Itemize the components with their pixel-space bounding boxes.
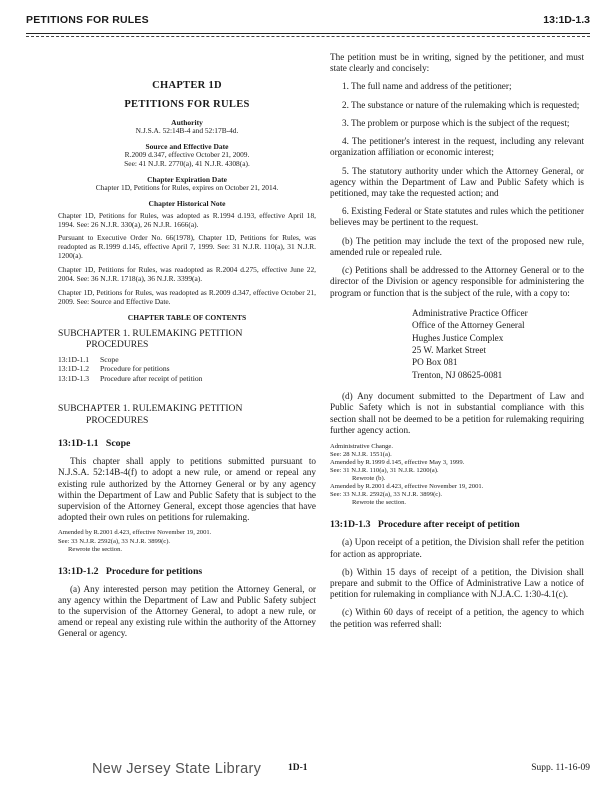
address-line: PO Box 081 (412, 357, 458, 368)
header-title: PETITIONS FOR RULES (26, 14, 149, 26)
toc-entry-number: 13:1D-1.3 (58, 373, 90, 383)
petition-item: 3. The problem or purpose which is the subject of the request; (342, 117, 570, 128)
header-rule (26, 33, 590, 34)
history-line: Amended by R.2001 d.423, effective November 19, 2001. (58, 529, 212, 537)
subchapter-line-2: PROCEDURES (86, 414, 149, 426)
section-1-3-para-a: (a) Upon receipt of a petition, the Division shall refer the petition for action as appropriate. (330, 537, 584, 559)
section-1-2-text: (a) Any interested person may petition the Attorney General, or any agency within the Department of Law and Public Safety subject to the supervision of the Attorney General, to adopt a new rule, or amend or repeal any existing rule within the authority of the Attorney General or agency. (58, 583, 316, 639)
left-column (58, 52, 316, 646)
section-1-1-body (58, 456, 316, 523)
toc-entry[interactable] (58, 355, 316, 364)
history-line: Rewrote the section. (352, 499, 407, 507)
address-line: Office of the Attorney General (412, 320, 525, 331)
toc-entry-number: 13:1D-1.1 (58, 355, 90, 365)
petition-item: 5. The statutory authority under which the Attorney General, or agency within the Department of Law and Public Safety which is petitioned, may take the requested action; and (330, 165, 584, 198)
section-1-1-heading: 13:1D-1.1 Scope (58, 438, 131, 450)
toc-subchapter-line-2: PROCEDURES (86, 339, 149, 351)
toc-subchapter-line-1: SUBCHAPTER 1. RULEMAKING PETITION (58, 327, 243, 339)
source-heading: Source and Effective Date (145, 141, 229, 151)
paragraph-b: (b) The petition may include the text of the proposed new rule, amended rule or repealed rule. (330, 235, 584, 257)
running-header (26, 14, 590, 32)
section-1-3-para-b: (b) Within 15 days of receipt of a petition, the Division shall prepare and submit to the Office of Administrative Law a notice of petition for rulemaking in compliance with N.J.A.C. 1:30-4.1(c). (330, 566, 584, 600)
history-heading: Chapter Historical Note (148, 198, 226, 208)
history-note: Chapter 1D, Petitions for Rules, was readopted as R.2004 d.275, effective June 22, 2004. See: 36 N.J.R. 1718(a), 36 N.J.R. 3399(a). (58, 265, 316, 283)
toc-subchapter (58, 328, 316, 351)
toc-entry-title: Scope (100, 355, 119, 365)
source-line-1: R.2009 d.347, effective October 21, 2009. (124, 149, 250, 159)
history-note: Chapter 1D, Petitions for Rules, was readopted as R.2009 d.347, effective October 21, 2009. See: Source and Effective Date. (58, 287, 316, 306)
history-line: Administrative Change. (330, 443, 393, 451)
header-section-number: 13:1D-1.3 (543, 14, 590, 26)
toc-heading: CHAPTER TABLE OF CONTENTS (127, 312, 247, 322)
history-note: Pursuant to Executive Order No. 66(1978), Chapter 1D, Petitions for Rules, was readopted as R.1999 d.145, effective April 7, 1999. See: 31 N.J.R. 110(a), 31 N.J.R. 1200(a). (58, 233, 316, 261)
toc-entry[interactable] (58, 364, 316, 373)
authority-text: N.J.S.A. 52:14B-4 and 52:17B-4d. (135, 125, 239, 135)
library-logo: New Jersey State Library (92, 761, 262, 777)
history-line: Amended by R.2001 d.423, effective November 19, 2001. (330, 483, 484, 491)
history-line: See: 28 N.J.R. 1551(a). (330, 451, 392, 459)
expiration-heading: Chapter Expiration Date (147, 174, 227, 184)
right-column (330, 52, 584, 637)
petition-item: 1. The full name and address of the petitioner; (342, 81, 512, 92)
history-line: Rewrote (b). (352, 475, 386, 483)
toc-list (58, 355, 316, 383)
section-1-2-history (330, 443, 584, 507)
history-line: See: 31 N.J.R. 110(a), 31 N.J.R. 1200(a). (330, 467, 439, 475)
mailing-address (412, 307, 584, 382)
petition-item: 2. The substance or nature of the rulemaking which is requested; (342, 99, 580, 110)
history-note: Chapter 1D, Petitions for Rules, was adopted as R.1994 d.193, effective April 18, 1994. See: 26 N.J.R. 330(a), 26 N.J.R. 1666(a). (58, 210, 316, 229)
address-line: Administrative Practice Officer (412, 307, 528, 318)
address-line: Trenton, NJ 08625-0081 (412, 369, 503, 380)
history-notes (58, 212, 316, 307)
header-dashed-rule (26, 36, 590, 37)
section-1-1-text: This chapter shall apply to petitions submitted pursuant to N.J.S.A. 52:14B-4(f) to adopt a new rule, or amend or repeal any existing rule authorized by the Attorney General or by any agency within the Department of Law and Public Safety that is subject to the supervision of the Attorney General, except those agencies that have adopted their own rules on petitions for rulemaking. (58, 456, 316, 523)
section-1-2-heading: 13:1D-1.2 Procedure for petitions (58, 565, 203, 577)
paragraph-c: (c) Petitions shall be addressed to the Attorney General or to the director of the Division or agency responsible for administering the program or function that is the subject of the rule, with a copy to: (330, 265, 584, 298)
toc-entry-title: Procedure for petitions (100, 364, 170, 374)
petition-intro: The petition must be in writing, signed by the petitioner, and must state clearly and concisely: (330, 52, 584, 74)
petition-item: 4. The petitioner's interest in the request, including any relevant organization affiliation or economic interest; (330, 136, 584, 158)
history-line: Amended by R.1999 d.145, effective May 3, 1999. (330, 459, 465, 467)
section-1-3-heading: 13:1D-1.3 Procedure after receipt of petition (330, 519, 520, 531)
section-1-2-body (58, 584, 316, 640)
subchapter-heading (58, 403, 316, 426)
chapter-number: CHAPTER 1D (152, 80, 222, 91)
toc-entry-number: 13:1D-1.2 (58, 364, 90, 374)
authority-heading: Authority (171, 117, 203, 127)
section-1-3-para-c: (c) Within 60 days of receipt of a petition, the agency to which the petition was referred shall: (330, 607, 584, 629)
supplement-date: Supp. 11-16-09 (531, 763, 590, 773)
history-line: Rewrote the section. (68, 545, 123, 553)
subchapter-line-1: SUBCHAPTER 1. RULEMAKING PETITION (58, 402, 243, 414)
chapter-title: PETITIONS FOR RULES (124, 98, 250, 110)
toc-entry-title: Procedure after receipt of petition (100, 373, 203, 383)
expiration-text: Chapter 1D, Petitions for Rules, expires on October 21, 2014. (95, 182, 279, 192)
page-number: 1D-1 (288, 763, 308, 773)
section-1-1-history (58, 529, 316, 553)
history-line: See: 33 N.J.R. 2592(a), 33 N.J.R. 3899(c). (330, 491, 443, 499)
address-line: 25 W. Market Street (412, 344, 486, 355)
source-line-2: See: 41 N.J.R. 2770(a), 41 N.J.R. 4308(a). (124, 158, 250, 168)
petition-item: 6. Existing Federal or State statutes and rules which the petitioner believes may be pertinent to the request. (330, 206, 584, 228)
address-line: Hughes Justice Complex (412, 332, 504, 343)
paragraph-d: (d) Any document submitted to the Department of Law and Public Safety which is not in substantial compliance with this section shall not be deemed to be a petition for rulemaking requiring further agency action. (330, 391, 584, 435)
history-line: See: 33 N.J.R. 2592(a), 33 N.J.R. 3899(c). (58, 537, 171, 545)
toc-entry[interactable] (58, 374, 316, 383)
